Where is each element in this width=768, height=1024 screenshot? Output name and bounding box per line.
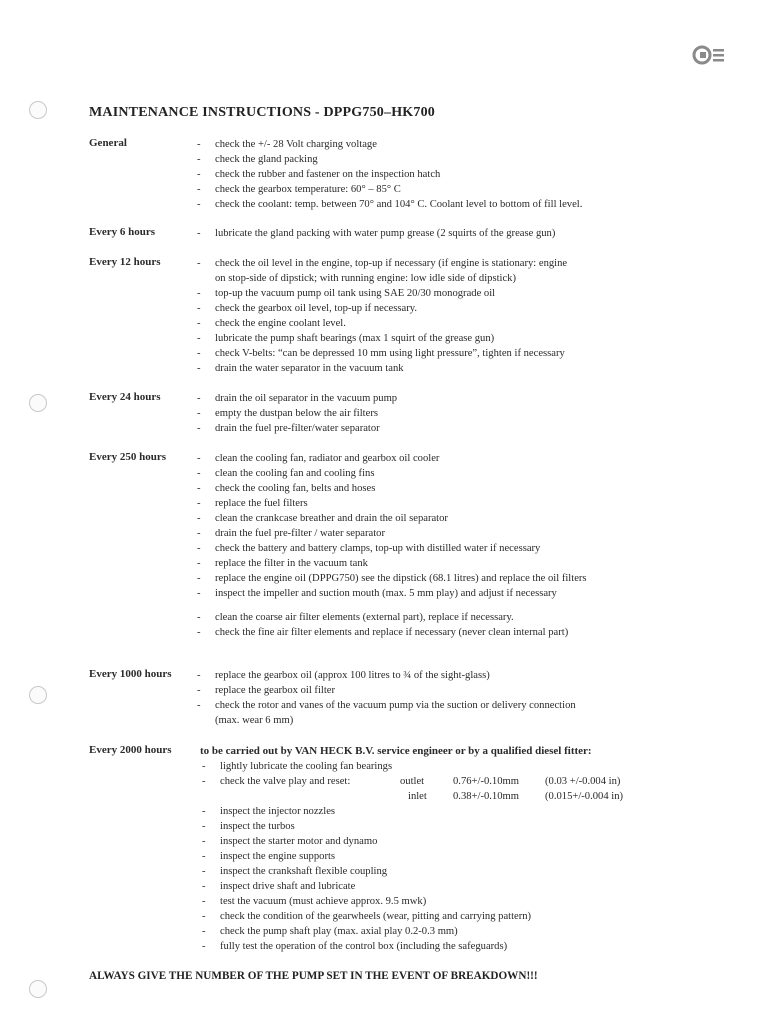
list-item [195,286,715,301]
punch-hole-4 [29,980,47,998]
dash: - [197,423,201,434]
item-text: check the fine air filter elements and replace if necessary (never clean internal part) [215,627,569,638]
item-text: check the battery and battery clamps, top-up with distilled water if necessary [215,543,541,554]
item-text: drain the water separator in the vacuum tank [215,363,404,374]
item-text: inspect the crankshaft flexible coupling [220,866,388,877]
item-text: check the coolant: temp. between 70° and 104° C. Coolant level to bottom of fill level. [215,199,583,210]
punch-hole-3 [29,686,47,704]
dash: - [197,612,201,623]
list-item [195,625,715,640]
dash: - [197,228,201,239]
list-item [195,466,715,481]
item-text: drain the fuel pre-filter/water separator [215,423,380,434]
list-item [195,511,715,526]
item-text: check the condition of the gearwheels (wear, pitting and carrying pattern) [220,911,532,922]
breakdown-notice: ALWAYS GIVE THE NUMBER OF THE PUMP SET IN THE EVENT OF BREAKDOWN!!! [89,970,538,982]
list-item [200,939,715,954]
list-item [195,496,715,511]
dash: - [197,184,201,195]
item-text: top-up the vacuum pump oil tank using SAE 20/30 monograde oil [215,288,496,299]
list-item [195,182,715,197]
list-item [200,924,715,939]
list-item [195,301,715,316]
item-text: check the gearbox oil level, top-up if necessary. [215,303,417,314]
dash: - [202,941,206,952]
item-list [195,137,715,212]
dash: - [197,199,201,210]
section-label: Every 6 hours [89,226,155,238]
list-item [195,610,715,625]
list-item [200,864,715,879]
dash: - [202,866,206,877]
item-text: empty the dustpan below the air filters [215,408,378,419]
dash: - [197,154,201,165]
valve-play-item [200,774,715,804]
item-text: lightly lubricate the cooling fan bearings [220,761,393,772]
item-text: inspect the injector nozzles [220,806,336,817]
list-item [195,361,715,376]
dash: - [197,685,201,696]
item-text: check V-belts: “can be depressed 10 mm using light pressure”, tighten if necessary [215,348,565,359]
dash: - [197,363,201,374]
item-text: clean the cooling fan and cooling fins [215,468,375,479]
list-item [200,819,715,834]
item-text: inspect the starter motor and dynamo [220,836,378,847]
section-label: Every 1000 hours [89,668,172,680]
service-note: to be carried out by VAN HECK B.V. service engineer or by a qualified diesel fitter: [200,745,592,757]
dash: - [202,851,206,862]
list-item [195,668,715,683]
item-text: check the rotor and vanes of the vacuum pump via the suction or delivery connection [215,700,576,711]
item-text: check the valve play and reset: [220,776,351,787]
dash: - [197,258,201,269]
inlet-label: inlet [408,791,427,802]
dash: - [197,393,201,404]
punch-hole-1 [29,101,47,119]
dash: - [202,761,206,772]
dash: - [197,318,201,329]
item-text: inspect drive shaft and lubricate [220,881,356,892]
item-list [195,451,715,640]
list-item [195,406,715,421]
item-text-continued: on stop-side of dipstick; with running engine: low idle side of dipstick) [215,273,517,284]
dash: - [197,169,201,180]
dash: - [202,911,206,922]
item-text: check the oil level in the engine, top-up if necessary (if engine is stationary: engine [215,258,568,269]
dash: - [197,333,201,344]
item-text: inspect the engine supports [220,851,336,862]
dash: - [197,513,201,524]
dash: - [202,881,206,892]
item-text: replace the gearbox oil (approx 100 litres to ¾ of the sight-glass) [215,670,490,681]
list-item [200,894,715,909]
item-text: lubricate the pump shaft bearings (max 1 squirt of the grease gun) [215,333,495,344]
item-list [195,226,715,241]
dash: - [197,543,201,554]
item-text: drain the oil separator in the vacuum pump [215,393,398,404]
item-text: replace the gearbox oil filter [215,685,336,696]
dash: - [197,670,201,681]
dash: - [202,776,206,787]
list-item [195,346,715,361]
list-item [195,316,715,331]
list-item [195,167,715,182]
item-text: replace the fuel filters [215,498,308,509]
dash: - [197,588,201,599]
item-text: check the rubber and fastener on the inspection hatch [215,169,441,180]
section-label: General [89,137,127,149]
item-list [195,668,715,728]
dash: - [197,348,201,359]
item-list [195,391,715,436]
dash: - [202,836,206,847]
dash: - [197,139,201,150]
item-list [195,744,715,954]
outlet-label: outlet [400,776,425,787]
dash: - [197,468,201,479]
list-item [195,541,715,556]
item-text: replace the engine oil (DPPG750) see the dipstick (68.1 litres) and replace the oil filters [215,573,587,584]
list-item [200,849,715,864]
list-item [195,197,715,212]
list-item [195,451,715,466]
dash: - [197,558,201,569]
dash: - [197,303,201,314]
item-text: test the vacuum (must achieve approx. 9.5 mwk) [220,896,427,907]
list-item [200,834,715,849]
item-text: check the engine coolant level. [215,318,346,329]
dash: - [197,453,201,464]
item-text-continued: (max. wear 6 mm) [215,715,294,726]
outlet-in: (0.03 +/-0.004 in) [545,776,621,787]
list-item [195,256,715,286]
item-text: check the +/- 28 Volt charging voltage [215,139,377,150]
item-text: drain the fuel pre-filter / water separator [215,528,386,539]
list-item [195,683,715,698]
item-text: clean the cooling fan, radiator and gearbox oil cooler [215,453,440,464]
punch-hole-2 [29,394,47,412]
section-label: Every 250 hours [89,451,166,463]
list-item [195,526,715,541]
company-logo-icon [692,44,726,66]
item-text: clean the coarse air filter elements (external part), replace if necessary. [215,612,514,623]
item-text: clean the crankcase breather and drain the oil separator [215,513,448,524]
dash: - [202,806,206,817]
list-item [195,226,715,241]
dash: - [202,821,206,832]
inlet-mm: 0.38+/-0.10mm [453,791,520,802]
section-label: Every 2000 hours [89,744,172,756]
list-item [195,586,715,601]
list-item [200,879,715,894]
outlet-mm: 0.76+/-0.10mm [453,776,520,787]
dash: - [197,408,201,419]
section-label: Every 12 hours [89,256,161,268]
list-item [195,556,715,571]
dash: - [197,528,201,539]
list-item [195,152,715,167]
dash: - [197,700,201,711]
dash: - [197,627,201,638]
item-text: fully test the operation of the control box (including the safeguards) [220,941,508,952]
list-item [195,698,715,728]
list-item [200,909,715,924]
inlet-in: (0.015+/-0.004 in) [545,791,624,802]
item-text: check the gearbox temperature: 60° – 85° C [215,184,401,195]
list-item [195,481,715,496]
item-text: replace the filter in the vacuum tank [215,558,368,569]
document-title: MAINTENANCE INSTRUCTIONS - DPPG750–HK700 [89,105,435,120]
item-text: inspect the turbos [220,821,295,832]
dash: - [197,498,201,509]
dash: - [202,896,206,907]
item-text: check the pump shaft play (max. axial play 0.2-0.3 mm) [220,926,458,937]
dash: - [197,288,201,299]
item-text: inspect the impeller and suction mouth (max. 5 mm play) and adjust if necessary [215,588,557,599]
section-label: Every 24 hours [89,391,161,403]
dash: - [197,483,201,494]
list-item [195,421,715,436]
dash: - [202,926,206,937]
item-text: lubricate the gland packing with water pump grease (2 squirts of the grease gun) [215,228,556,239]
list-item [195,331,715,346]
list-item [200,804,715,819]
list-item [195,391,715,406]
item-text: check the gland packing [215,154,318,165]
dash: - [197,573,201,584]
item-list [195,256,715,376]
list-item [200,759,715,774]
item-text: check the cooling fan, belts and hoses [215,483,376,494]
list-item [195,571,715,586]
list-item [195,137,715,152]
